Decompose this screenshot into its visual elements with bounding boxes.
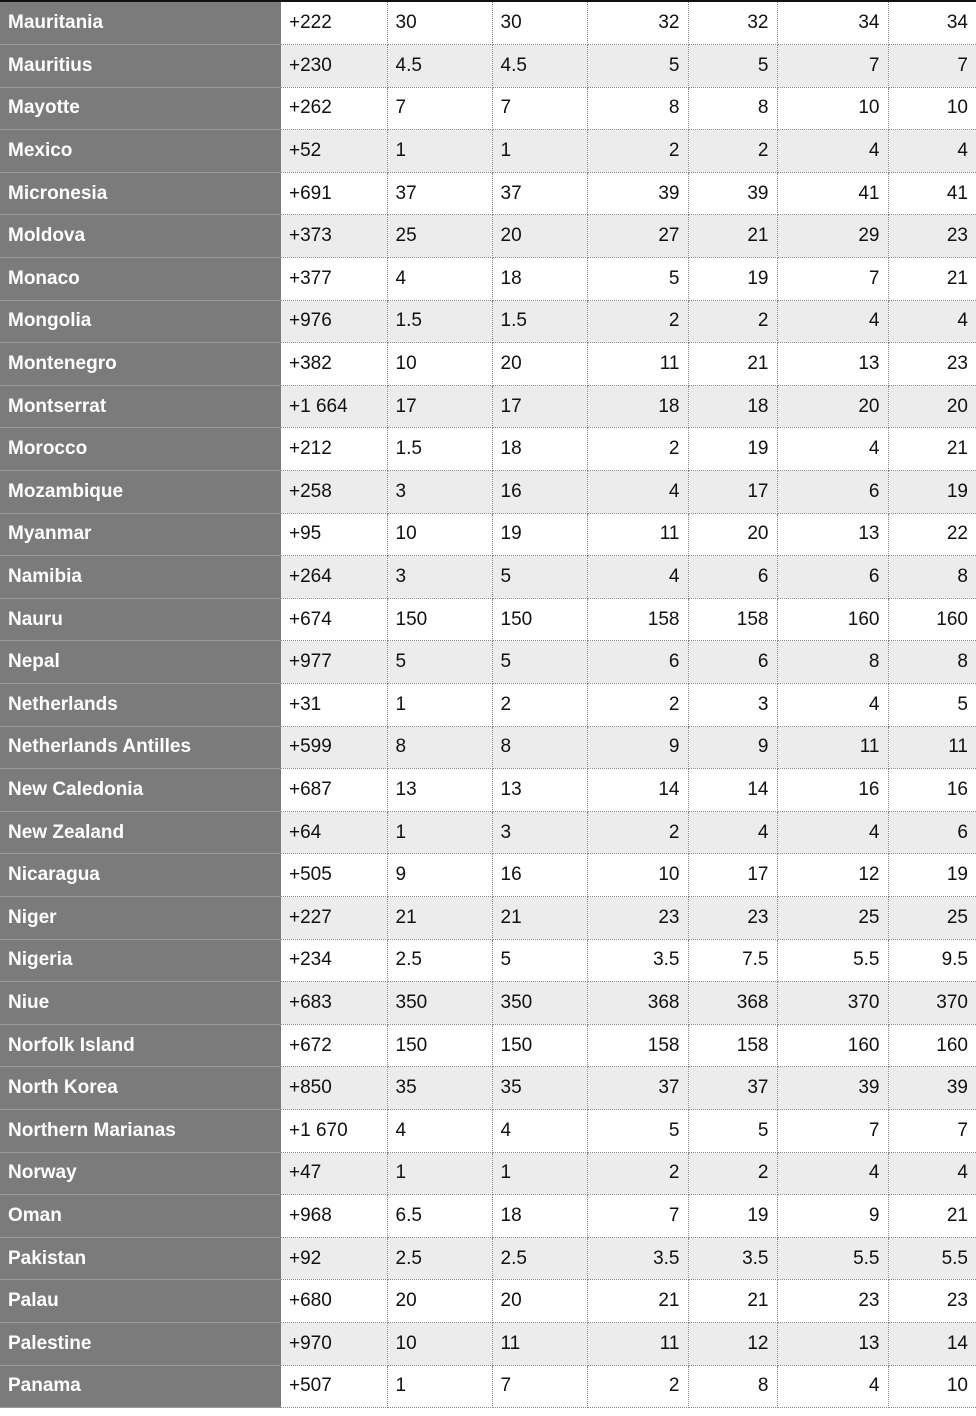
rate-col-1-cell: 1.5 [387,300,492,343]
rate-col-1-cell: 7 [387,87,492,130]
rate-col-1-cell: 30 [387,2,492,45]
rate-col-4-cell: 9 [688,726,777,769]
country-name-cell: Panama [0,1365,281,1408]
rate-col-2-cell: 18 [492,258,587,301]
rate-col-6-cell: 14 [888,1322,976,1365]
rate-col-6-cell: 34 [888,2,976,45]
table-row [0,130,976,173]
country-name-cell: New Zealand [0,811,281,854]
rate-col-4-cell: 17 [688,471,777,514]
rate-col-2-cell: 1 [492,1152,587,1195]
dialing-code-cell: +976 [281,300,387,343]
table-row [0,1152,976,1195]
rate-col-6-cell: 4 [888,130,976,173]
dialing-code-cell: +227 [281,896,387,939]
table-row [0,1237,976,1280]
country-name-cell: Niger [0,896,281,939]
rate-col-3-cell: 7 [587,1195,688,1238]
table-row [0,258,976,301]
country-name-cell: Netherlands Antilles [0,726,281,769]
rate-col-5-cell: 13 [777,513,888,556]
dialing-code-cell: +31 [281,684,387,727]
rate-col-1-cell: 10 [387,343,492,386]
rate-col-4-cell: 17 [688,854,777,897]
rate-col-2-cell: 8 [492,726,587,769]
dialing-code-cell: +230 [281,45,387,88]
table-row [0,939,976,982]
rate-col-6-cell: 7 [888,45,976,88]
rate-col-4-cell: 6 [688,556,777,599]
rate-col-5-cell: 7 [777,45,888,88]
rate-col-5-cell: 7 [777,1109,888,1152]
rate-col-1-cell: 4 [387,258,492,301]
rate-col-4-cell: 14 [688,769,777,812]
dialing-code-cell: +683 [281,982,387,1025]
rate-col-5-cell: 4 [777,684,888,727]
rate-col-6-cell: 370 [888,982,976,1025]
rate-col-1-cell: 1 [387,130,492,173]
rate-col-3-cell: 158 [587,1024,688,1067]
country-name-cell: Myanmar [0,513,281,556]
rate-col-5-cell: 34 [777,2,888,45]
rate-col-2-cell: 19 [492,513,587,556]
rate-col-4-cell: 37 [688,1067,777,1110]
table-row [0,641,976,684]
rate-col-2-cell: 1 [492,130,587,173]
country-name-cell: Nauru [0,598,281,641]
table-row [0,1024,976,1067]
table-row [0,45,976,88]
table-row [0,769,976,812]
rate-col-5-cell: 160 [777,1024,888,1067]
rate-col-3-cell: 39 [587,172,688,215]
table-row [0,343,976,386]
rate-col-2-cell: 1.5 [492,300,587,343]
dialing-code-cell: +264 [281,556,387,599]
country-name-cell: Nicaragua [0,854,281,897]
rate-col-3-cell: 2 [587,1152,688,1195]
rate-col-5-cell: 9 [777,1195,888,1238]
rate-col-1-cell: 150 [387,1024,492,1067]
rate-col-6-cell: 8 [888,556,976,599]
country-name-cell: Montenegro [0,343,281,386]
rate-col-6-cell: 21 [888,258,976,301]
rate-col-1-cell: 4.5 [387,45,492,88]
dialing-code-cell: +222 [281,2,387,45]
rate-col-4-cell: 158 [688,1024,777,1067]
rate-col-5-cell: 39 [777,1067,888,1110]
table-row [0,1109,976,1152]
rate-col-5-cell: 6 [777,471,888,514]
dialing-code-cell: +377 [281,258,387,301]
table-row [0,726,976,769]
rate-col-1-cell: 35 [387,1067,492,1110]
dialing-code-cell: +373 [281,215,387,258]
rate-col-6-cell: 8 [888,641,976,684]
rate-col-3-cell: 4 [587,471,688,514]
rate-col-3-cell: 5 [587,258,688,301]
rate-col-5-cell: 25 [777,896,888,939]
dialing-code-cell: +599 [281,726,387,769]
rate-col-3-cell: 368 [587,982,688,1025]
table-row [0,2,976,45]
rate-col-1-cell: 5 [387,641,492,684]
dialing-code-cell: +262 [281,87,387,130]
rate-col-3-cell: 5 [587,45,688,88]
table-row [0,215,976,258]
rate-col-3-cell: 10 [587,854,688,897]
country-name-cell: Netherlands [0,684,281,727]
table-row [0,1280,976,1323]
rate-col-1-cell: 1.5 [387,428,492,471]
country-name-cell: Monaco [0,258,281,301]
rate-col-4-cell: 20 [688,513,777,556]
rate-col-2-cell: 16 [492,471,587,514]
country-name-cell: Mexico [0,130,281,173]
rate-col-5-cell: 4 [777,811,888,854]
table-row [0,172,976,215]
rate-col-3-cell: 6 [587,641,688,684]
table-row [0,854,976,897]
rate-col-3-cell: 3.5 [587,939,688,982]
rate-col-2-cell: 350 [492,982,587,1025]
rate-col-2-cell: 30 [492,2,587,45]
rate-col-2-cell: 7 [492,1365,587,1408]
country-name-cell: Mauritius [0,45,281,88]
rate-col-2-cell: 4.5 [492,45,587,88]
rate-col-6-cell: 5.5 [888,1237,976,1280]
dialing-code-cell: +64 [281,811,387,854]
table-row [0,1365,976,1408]
rate-col-4-cell: 21 [688,215,777,258]
rate-col-3-cell: 32 [587,2,688,45]
rate-col-6-cell: 23 [888,215,976,258]
rate-col-2-cell: 13 [492,769,587,812]
rate-col-4-cell: 23 [688,896,777,939]
rate-col-1-cell: 10 [387,1322,492,1365]
rate-col-6-cell: 160 [888,598,976,641]
rate-col-4-cell: 21 [688,343,777,386]
rate-col-6-cell: 41 [888,172,976,215]
country-name-cell: Norfolk Island [0,1024,281,1067]
country-name-cell: Oman [0,1195,281,1238]
rate-col-6-cell: 6 [888,811,976,854]
rate-col-5-cell: 7 [777,258,888,301]
country-name-cell: Namibia [0,556,281,599]
rate-col-6-cell: 4 [888,300,976,343]
rate-col-4-cell: 2 [688,300,777,343]
rate-col-3-cell: 11 [587,513,688,556]
rate-col-1-cell: 13 [387,769,492,812]
rate-col-5-cell: 6 [777,556,888,599]
dialing-code-cell: +687 [281,769,387,812]
rate-col-6-cell: 25 [888,896,976,939]
dialing-code-cell: +212 [281,428,387,471]
rate-col-2-cell: 18 [492,1195,587,1238]
rate-col-4-cell: 7.5 [688,939,777,982]
dialing-code-cell: +680 [281,1280,387,1323]
dialing-code-cell: +970 [281,1322,387,1365]
dialing-code-cell: +95 [281,513,387,556]
rates-table-body [0,2,976,1408]
dialing-code-cell: +672 [281,1024,387,1067]
rate-col-5-cell: 4 [777,130,888,173]
dialing-code-cell: +92 [281,1237,387,1280]
dialing-code-cell: +968 [281,1195,387,1238]
rate-col-2-cell: 11 [492,1322,587,1365]
country-name-cell: Niue [0,982,281,1025]
rate-col-4-cell: 19 [688,1195,777,1238]
rate-col-1-cell: 2.5 [387,1237,492,1280]
rate-col-4-cell: 5 [688,1109,777,1152]
rate-col-5-cell: 13 [777,1322,888,1365]
country-name-cell: Nigeria [0,939,281,982]
rate-col-3-cell: 3.5 [587,1237,688,1280]
rate-col-4-cell: 19 [688,258,777,301]
rate-col-3-cell: 37 [587,1067,688,1110]
rate-col-3-cell: 2 [587,300,688,343]
rate-col-5-cell: 20 [777,385,888,428]
table-row [0,811,976,854]
country-name-cell: Nepal [0,641,281,684]
country-name-cell: Mozambique [0,471,281,514]
rate-col-4-cell: 3.5 [688,1237,777,1280]
rate-col-2-cell: 2.5 [492,1237,587,1280]
rate-col-4-cell: 158 [688,598,777,641]
rate-col-1-cell: 150 [387,598,492,641]
rate-col-3-cell: 9 [587,726,688,769]
rate-col-6-cell: 160 [888,1024,976,1067]
rate-col-3-cell: 5 [587,1109,688,1152]
rate-col-5-cell: 160 [777,598,888,641]
dialing-code-cell: +234 [281,939,387,982]
rate-col-3-cell: 23 [587,896,688,939]
rate-col-6-cell: 21 [888,428,976,471]
rate-col-6-cell: 9.5 [888,939,976,982]
rate-col-2-cell: 16 [492,854,587,897]
table-row [0,471,976,514]
table-row [0,513,976,556]
dialing-code-cell: +691 [281,172,387,215]
rate-col-1-cell: 21 [387,896,492,939]
table-row [0,385,976,428]
country-name-cell: Norway [0,1152,281,1195]
rate-col-2-cell: 20 [492,1280,587,1323]
rate-col-2-cell: 3 [492,811,587,854]
rate-col-3-cell: 4 [587,556,688,599]
rate-col-6-cell: 39 [888,1067,976,1110]
rate-col-2-cell: 7 [492,87,587,130]
rate-col-5-cell: 5.5 [777,1237,888,1280]
rate-col-5-cell: 4 [777,300,888,343]
rate-col-4-cell: 8 [688,87,777,130]
country-name-cell: Northern Marianas [0,1109,281,1152]
country-name-cell: Mongolia [0,300,281,343]
dialing-code-cell: +850 [281,1067,387,1110]
rate-col-6-cell: 19 [888,854,976,897]
rate-col-1-cell: 4 [387,1109,492,1152]
rate-col-4-cell: 21 [688,1280,777,1323]
rate-col-6-cell: 10 [888,87,976,130]
table-row [0,87,976,130]
rate-col-3-cell: 2 [587,811,688,854]
rate-col-2-cell: 35 [492,1067,587,1110]
rate-col-6-cell: 23 [888,1280,976,1323]
rate-col-4-cell: 32 [688,2,777,45]
rate-col-4-cell: 4 [688,811,777,854]
rate-col-5-cell: 370 [777,982,888,1025]
rate-col-4-cell: 39 [688,172,777,215]
rate-col-6-cell: 22 [888,513,976,556]
table-row [0,982,976,1025]
rate-col-1-cell: 10 [387,513,492,556]
country-name-cell: North Korea [0,1067,281,1110]
rate-col-6-cell: 10 [888,1365,976,1408]
country-name-cell: Mauritania [0,2,281,45]
rate-col-4-cell: 2 [688,1152,777,1195]
rate-col-6-cell: 23 [888,343,976,386]
table-row [0,896,976,939]
rate-col-1-cell: 1 [387,811,492,854]
rate-col-6-cell: 4 [888,1152,976,1195]
country-name-cell: Palau [0,1280,281,1323]
rate-col-2-cell: 20 [492,215,587,258]
rate-col-1-cell: 25 [387,215,492,258]
dialing-code-cell: +52 [281,130,387,173]
country-name-cell: Mayotte [0,87,281,130]
rate-col-2-cell: 2 [492,684,587,727]
rate-col-6-cell: 16 [888,769,976,812]
rate-col-6-cell: 20 [888,385,976,428]
rate-col-5-cell: 4 [777,428,888,471]
rate-col-4-cell: 368 [688,982,777,1025]
dialing-code-cell: +1 670 [281,1109,387,1152]
dialing-code-cell: +258 [281,471,387,514]
rate-col-4-cell: 8 [688,1365,777,1408]
rate-col-3-cell: 2 [587,428,688,471]
rate-col-4-cell: 6 [688,641,777,684]
rate-col-5-cell: 23 [777,1280,888,1323]
rate-col-1-cell: 3 [387,556,492,599]
rate-col-6-cell: 19 [888,471,976,514]
dialing-code-cell: +382 [281,343,387,386]
rate-col-5-cell: 4 [777,1365,888,1408]
rate-col-4-cell: 12 [688,1322,777,1365]
country-name-cell: Moldova [0,215,281,258]
rate-col-5-cell: 12 [777,854,888,897]
table-row [0,1322,976,1365]
dialing-code-cell: +47 [281,1152,387,1195]
rate-col-3-cell: 11 [587,1322,688,1365]
rate-col-2-cell: 150 [492,1024,587,1067]
rate-col-1-cell: 20 [387,1280,492,1323]
rate-col-6-cell: 7 [888,1109,976,1152]
dialing-code-cell: +505 [281,854,387,897]
table-row [0,684,976,727]
rate-col-2-cell: 18 [492,428,587,471]
dialing-code-cell: +674 [281,598,387,641]
rate-col-5-cell: 5.5 [777,939,888,982]
rate-col-2-cell: 5 [492,556,587,599]
rate-col-1-cell: 1 [387,684,492,727]
rate-col-1-cell: 350 [387,982,492,1025]
table-row [0,556,976,599]
table-row [0,428,976,471]
country-name-cell: New Caledonia [0,769,281,812]
rate-col-3-cell: 2 [587,130,688,173]
dialing-code-cell: +1 664 [281,385,387,428]
rate-col-2-cell: 37 [492,172,587,215]
country-name-cell: Montserrat [0,385,281,428]
rate-col-3-cell: 8 [587,87,688,130]
rate-col-4-cell: 5 [688,45,777,88]
rate-col-2-cell: 5 [492,641,587,684]
rate-col-3-cell: 158 [587,598,688,641]
rate-col-2-cell: 21 [492,896,587,939]
rate-col-1-cell: 9 [387,854,492,897]
rate-col-3-cell: 21 [587,1280,688,1323]
rate-col-4-cell: 3 [688,684,777,727]
rate-col-1-cell: 1 [387,1365,492,1408]
rate-col-5-cell: 10 [777,87,888,130]
rate-col-3-cell: 14 [587,769,688,812]
rate-col-3-cell: 2 [587,1365,688,1408]
country-name-cell: Morocco [0,428,281,471]
rate-col-6-cell: 11 [888,726,976,769]
rate-col-6-cell: 5 [888,684,976,727]
rate-col-1-cell: 1 [387,1152,492,1195]
rates-table [0,2,976,1408]
rate-col-2-cell: 5 [492,939,587,982]
rate-col-5-cell: 4 [777,1152,888,1195]
rate-col-5-cell: 13 [777,343,888,386]
rate-col-3-cell: 18 [587,385,688,428]
rate-col-4-cell: 19 [688,428,777,471]
rate-col-6-cell: 21 [888,1195,976,1238]
table-row [0,1195,976,1238]
rate-col-3-cell: 27 [587,215,688,258]
rate-col-2-cell: 20 [492,343,587,386]
rate-col-2-cell: 17 [492,385,587,428]
rate-col-5-cell: 16 [777,769,888,812]
rate-col-5-cell: 8 [777,641,888,684]
rate-col-1-cell: 2.5 [387,939,492,982]
rate-col-3-cell: 11 [587,343,688,386]
rate-col-2-cell: 150 [492,598,587,641]
rate-col-5-cell: 11 [777,726,888,769]
rate-col-5-cell: 29 [777,215,888,258]
dialing-code-cell: +977 [281,641,387,684]
table-row [0,300,976,343]
country-name-cell: Pakistan [0,1237,281,1280]
rate-col-1-cell: 37 [387,172,492,215]
rate-col-5-cell: 41 [777,172,888,215]
rate-col-1-cell: 17 [387,385,492,428]
rate-col-2-cell: 4 [492,1109,587,1152]
country-name-cell: Micronesia [0,172,281,215]
dialing-code-cell: +507 [281,1365,387,1408]
table-row [0,1067,976,1110]
rate-col-3-cell: 2 [587,684,688,727]
rate-col-1-cell: 8 [387,726,492,769]
rate-col-1-cell: 3 [387,471,492,514]
rate-col-4-cell: 2 [688,130,777,173]
rate-col-1-cell: 6.5 [387,1195,492,1238]
table-row [0,598,976,641]
rate-col-4-cell: 18 [688,385,777,428]
country-name-cell: Palestine [0,1322,281,1365]
